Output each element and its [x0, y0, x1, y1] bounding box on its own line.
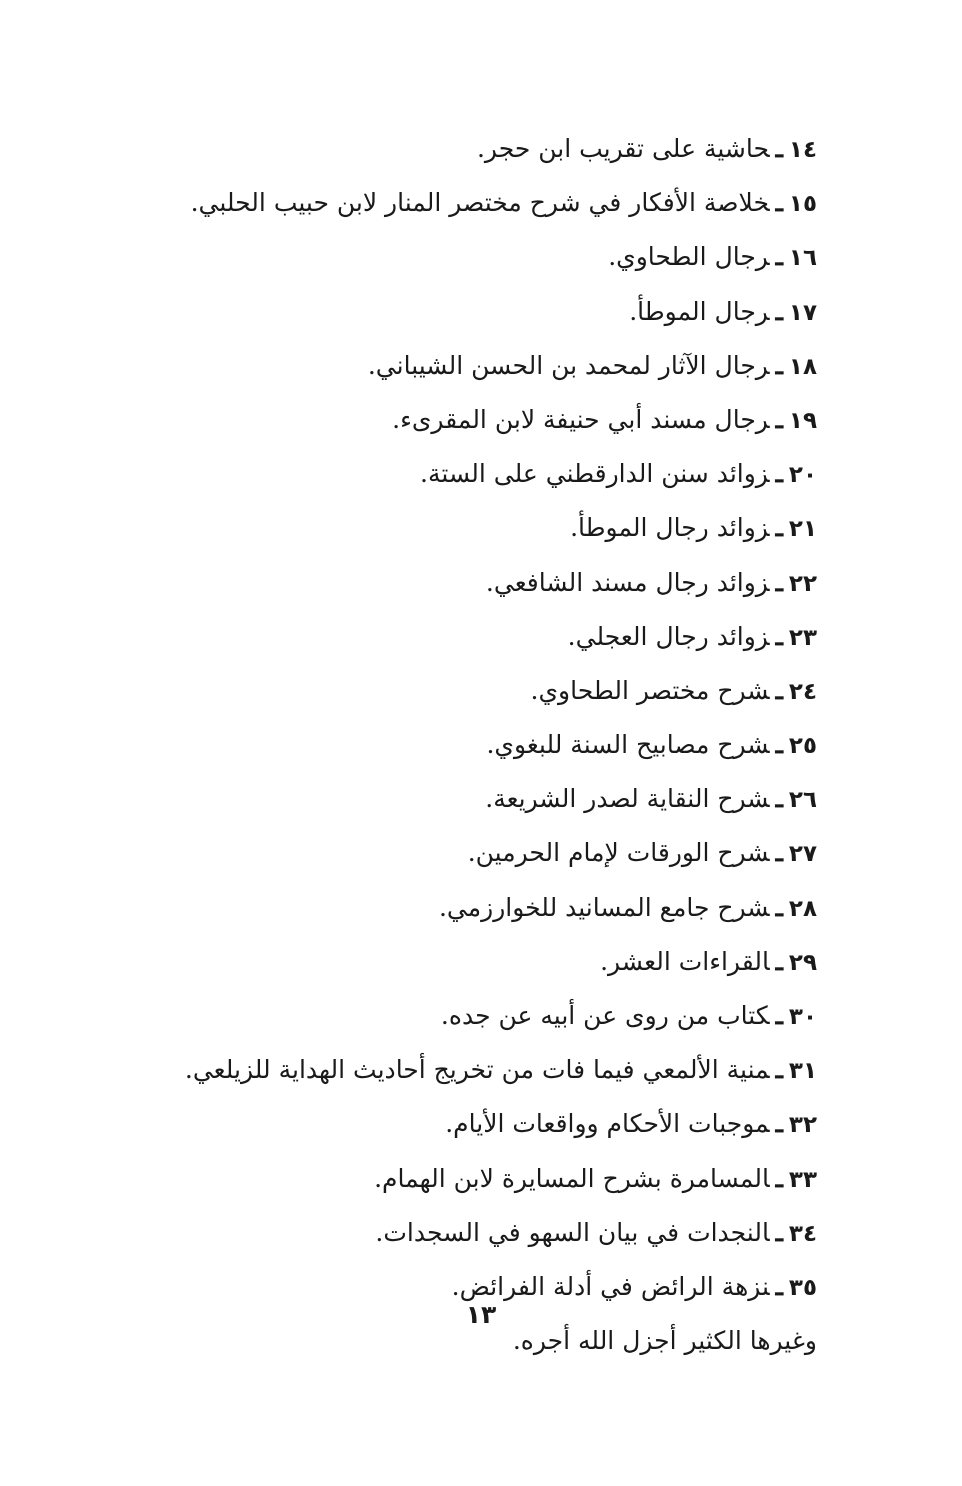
item-number: ٢٧	[788, 841, 817, 868]
item-separator: ـ	[775, 1001, 783, 1030]
item-number: ٢٤	[788, 678, 817, 705]
item-number: ٢١	[788, 516, 817, 543]
item-separator: ـ	[775, 730, 783, 760]
item-title: رجال الطحاوي.	[608, 242, 770, 272]
item-separator: ـ	[775, 1163, 783, 1193]
item-title: رجال مسند أبي حنيفة لابن المقرىء.	[392, 404, 770, 434]
item-separator: ـ	[775, 242, 783, 272]
list-item	[137, 447, 817, 501]
list-item	[137, 610, 817, 664]
list-item	[137, 176, 817, 230]
item-number: ٢٣	[788, 624, 817, 651]
closing-line: وغيرها الكثير أجزل الله أجره.	[512, 1326, 817, 1356]
list-item	[137, 230, 817, 284]
list-item	[137, 935, 817, 989]
works-list	[137, 122, 817, 1368]
item-number: ٢٢	[788, 570, 817, 597]
list-item	[137, 989, 817, 1043]
list-item	[137, 826, 817, 880]
item-separator: ـ	[775, 567, 783, 597]
item-separator: ـ	[775, 134, 783, 163]
item-title: خلاصة الأفكار في شرح مختصر المنار لابن حبيب الحلبي.	[190, 188, 770, 218]
item-title: شرح مصابيح السنة للبغوي.	[486, 730, 770, 760]
list-item	[137, 772, 817, 826]
list-item	[137, 1206, 817, 1260]
item-number: ٢٥	[788, 733, 817, 760]
item-title: النجدات في بيان السهو في السجدات.	[375, 1217, 770, 1247]
item-separator: ـ	[775, 946, 783, 976]
list-item	[137, 556, 817, 610]
page-number: ١٣	[465, 1300, 497, 1329]
item-title: موجبات الأحكام وواقعات الأيام.	[445, 1109, 770, 1139]
list-item	[137, 122, 817, 176]
item-separator: ـ	[775, 350, 783, 380]
item-title: شرح جامع المسانيد للخوارزمي.	[438, 892, 770, 922]
item-title: حاشية على تقريب ابن حجر.	[476, 134, 770, 163]
item-number: ٢٦	[788, 787, 817, 814]
item-separator: ـ	[775, 188, 783, 218]
item-number: ١٥	[788, 191, 817, 218]
item-number: ١٧	[788, 299, 817, 326]
item-separator: ـ	[775, 892, 783, 922]
item-separator: ـ	[775, 513, 783, 543]
item-title: رجال الموطأ.	[629, 296, 770, 326]
list-item	[137, 339, 817, 393]
list-item	[137, 501, 817, 555]
item-number: ٢٠	[788, 462, 817, 489]
item-title: شرح الورقات لإمام الحرمين.	[467, 838, 770, 868]
item-separator: ـ	[775, 784, 783, 814]
item-separator: ـ	[775, 838, 783, 868]
list-item	[137, 718, 817, 772]
item-separator: ـ	[775, 1055, 783, 1085]
item-separator: ـ	[775, 296, 783, 326]
item-title: رجال الآثار لمحمد بن الحسن الشيباني.	[367, 350, 770, 380]
list-item	[137, 1097, 817, 1151]
item-title: زوائد رجال العجلي.	[567, 621, 770, 651]
list-item	[137, 393, 817, 447]
item-separator: ـ	[775, 404, 783, 434]
item-number: ٣٥	[788, 1274, 817, 1301]
item-separator: ـ	[775, 675, 783, 705]
item-number: ١٩	[788, 407, 817, 434]
item-number: ١٤	[788, 137, 817, 163]
item-number: ٢٨	[788, 895, 817, 922]
item-number: ٣٤	[788, 1220, 817, 1247]
item-title: زوائد سنن الدارقطني على الستة.	[420, 459, 770, 489]
item-title: شرح النقاية لصدر الشريعة.	[485, 784, 770, 814]
item-separator: ـ	[775, 1217, 783, 1247]
item-title: منية الألمعي فيما فات من تخريج أحاديث الهداية للزيلعي.	[184, 1055, 770, 1085]
item-number: ٢٩	[788, 949, 817, 976]
item-title: نزهة الرائض في أدلة الفرائض.	[451, 1271, 770, 1301]
item-title: زوائد رجال مسند الشافعي.	[485, 567, 770, 597]
item-number: ٣٢	[788, 1112, 817, 1139]
item-title: القراءات العشر.	[600, 946, 770, 976]
list-item	[137, 881, 817, 935]
list-item	[137, 1043, 817, 1097]
list-item	[137, 285, 817, 339]
item-title: زوائد رجال الموطأ.	[570, 513, 770, 543]
item-separator: ـ	[775, 1271, 783, 1301]
list-item	[137, 664, 817, 718]
item-separator: ـ	[775, 459, 783, 489]
item-separator: ـ	[775, 621, 783, 651]
list-item	[137, 1152, 817, 1206]
item-number: ٣٣	[788, 1166, 817, 1193]
item-title: المسامرة بشرح المسايرة لابن الهمام.	[374, 1163, 770, 1193]
item-title: كتاب من روى عن أبيه عن جده.	[440, 1001, 770, 1030]
item-separator: ـ	[775, 1109, 783, 1139]
item-number: ٣١	[788, 1058, 817, 1085]
item-number: ٣٠	[788, 1004, 817, 1030]
item-number: ١٨	[788, 353, 817, 380]
item-title: شرح مختصر الطحاوي.	[530, 675, 770, 705]
item-number: ١٦	[788, 245, 817, 272]
